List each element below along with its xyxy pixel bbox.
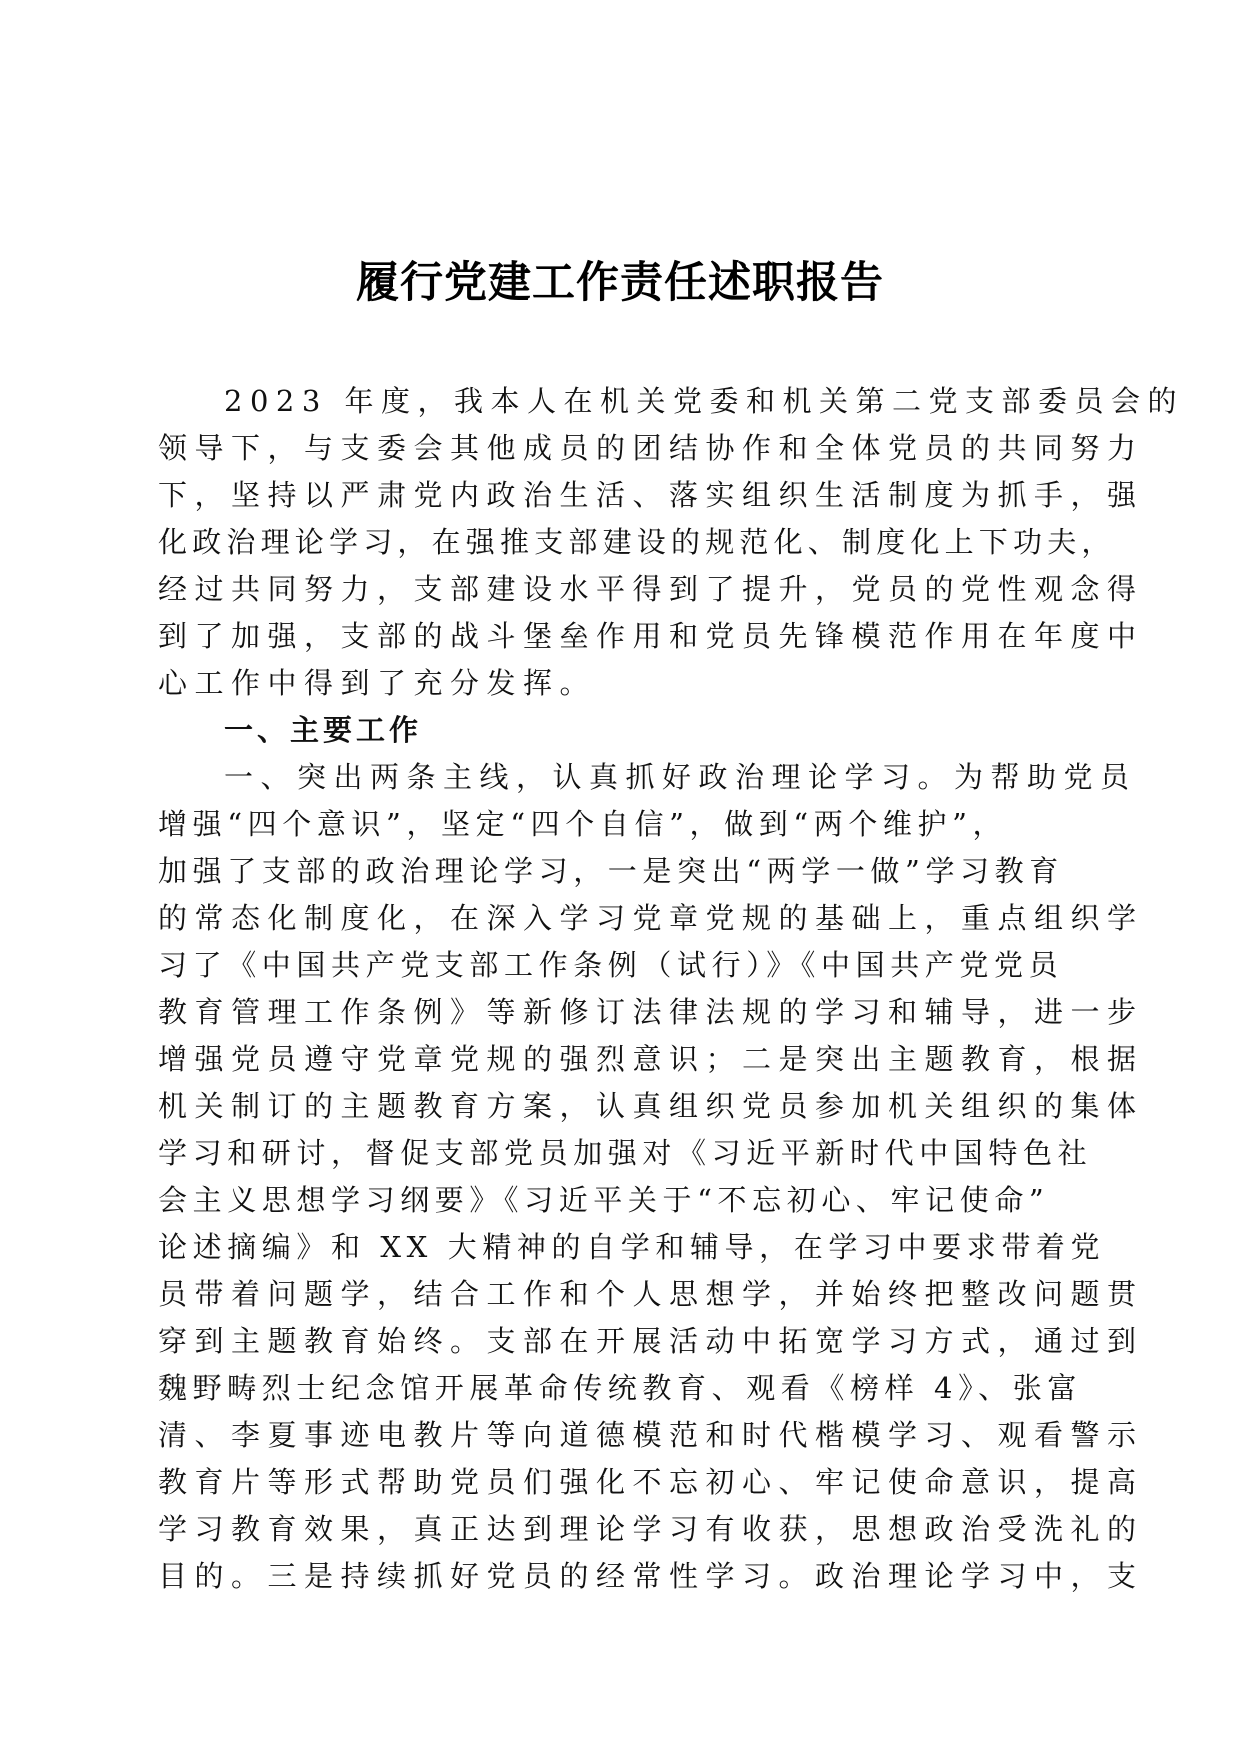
paragraph-line: 会主义思想学习纲要》《习近平关于“不忘初心、牢记使命” [158, 1183, 1050, 1217]
paragraph-line: 的常态化制度化，在深入学习党章党规的基础上，重点组织学 [158, 901, 1144, 935]
paragraph-line: 魏野畴烈士纪念馆开展革命传统教育、观看《榜样 4》、张富 [158, 1371, 1082, 1405]
paragraph-line: 穿到主题教育始终。支部在开展活动中拓宽学习方式，通过到 [158, 1324, 1144, 1358]
paragraph-line: 员带着问题学，结合工作和个人思想学，并始终把整改问题贯 [158, 1277, 1144, 1311]
paragraph-line: 化政治理论学习，在强推支部建设的规范化、制度化上下功夫， [158, 525, 1116, 559]
paragraph-line: 教育管理工作条例》等新修订法律法规的学习和辅导，进一步 [158, 995, 1144, 1029]
paragraph-line: 清、李夏事迹电教片等向道德模范和时代楷模学习、观看警示 [158, 1418, 1144, 1452]
paragraph-line: 一、突出两条主线，认真抓好政治理论学习。为帮助党员 [224, 760, 1137, 794]
paragraph-line: 学习教育效果，真正达到理论学习有收获，思想政治受洗礼的 [158, 1512, 1144, 1546]
paragraph-line: 教育片等形式帮助党员们强化不忘初心、牢记使命意识，提高 [158, 1465, 1144, 1499]
paragraph-line: 经过共同努力，支部建设水平得到了提升，党员的党性观念得 [158, 572, 1144, 606]
paragraph-line: 心工作中得到了充分发挥。 [158, 666, 597, 700]
paragraph-line: 增强“四个意识”，坚定“四个自信”，做到“两个维护”， [158, 807, 1008, 841]
paragraph-line: 目的。三是持续抓好党员的经常性学习。政治理论学习中，支 [158, 1559, 1144, 1593]
paragraph-line: 论述摘编》和 XX 大精神的自学和辅导，在学习中要求带着党 [158, 1230, 1106, 1264]
paragraph-line: 机关制订的主题教育方案，认真组织党员参加机关组织的集体 [158, 1089, 1144, 1123]
paragraph-line: 习了《中国共产党支部工作条例（试行）》《中国共产党党员 [158, 948, 1064, 982]
paragraph-line: 领导下，与支委会其他成员的团结协作和全体党员的共同努力 [158, 431, 1144, 465]
paragraph-line: 学习和研讨，督促支部党员加强对《习近平新时代中国特色社 [158, 1136, 1093, 1170]
paragraph-line: 加强了支部的政治理论学习，一是突出“两学一做”学习教育 [158, 854, 1064, 888]
paragraph-line: 增强党员遵守党章党规的强烈意识；二是突出主题教育，根据 [158, 1042, 1144, 1076]
document-body [158, 378, 1185, 1600]
document-title: 履行党建工作责任述职报告 [356, 258, 884, 308]
section-heading: 一、主要工作 [224, 713, 423, 747]
paragraph-line: 2023 年度，我本人在机关党委和机关第二党支部委员会的 [224, 384, 1185, 418]
paragraph-line: 到了加强，支部的战斗堡垒作用和党员先锋模范作用在年度中 [158, 619, 1144, 653]
paragraph-line: 下，坚持以严肃党内政治生活、落实组织生活制度为抓手，强 [158, 478, 1144, 512]
